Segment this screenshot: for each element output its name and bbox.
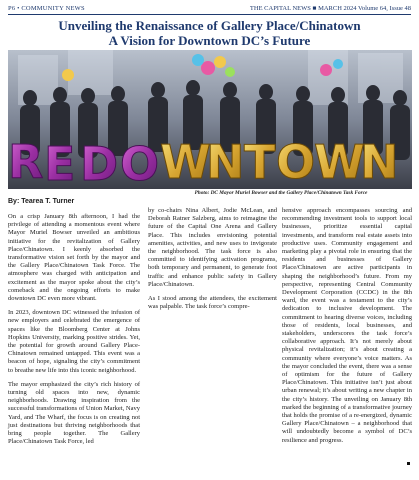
paragraph: by co-chairs Nina Albert, Jodie McLean, and Deborah Ratner Salzberg, aims to reimagine the future of the Capital One Arena and Gallery Place. This includes envisioning potential amenities, activities, and new uses to invigorate the neighborhood. The task force is also committed to identifying activation programs, both temporary and permanent, to generate foot traffic and enhance public safety in Gallery Place/Chinatown. <box>148 207 277 288</box>
issue-info: THE CAPITAL NEWS ■ MARCH 2024 Volume 64, Issue 48 <box>249 4 411 12</box>
balloon-letter: T <box>244 135 276 189</box>
balloon-letter: O <box>276 135 316 189</box>
paragraph: In 2023, downtown DC witnessed the infusion of new employers and celebrated the emergence of spaces like the Bloomberg Center at Johns Hopkins University, marking positive strides. Yet, the potential for growth around Gallery Place-Chinatown remained untapped. This event was a beacon of hope, signaling the city’s commitment to breathe new life into this iconic neighborhood. <box>8 309 140 374</box>
balloon-letter: O <box>120 137 160 189</box>
balloon-letter: R <box>8 135 44 189</box>
section-label: P6 • COMMUNITY NEWS <box>8 4 85 12</box>
page-header <box>8 2 411 14</box>
balloon-letter: W <box>160 135 211 189</box>
headline-line-2: A Vision for Downtown DC’s Future <box>108 33 311 48</box>
article-headline <box>8 18 411 48</box>
balloon-letter: E <box>44 137 76 189</box>
end-mark <box>407 462 410 465</box>
paragraph: hensive approach encompasses sourcing and recommending investment tools to support local businesses, prioritize essential capital investments, and transform real estate assets into productive uses. Community engagement and marketing play a pivotal role in ensuring that the residents and businesses of Gallery Place/Chinatown are active participants in shaping the neighborhood’s future. From my perspective, representing Central Community Development Corporation (CCDC) in the 8th ward, the event was a testament to the city’s dedication to inclusive development. The commitment to hearing diverse voices, including those of residents, local businesses, and stakeholders, underscores the task force’s collaborative approach. It’s not merely about physical revitalization; it’s about creating a community where everyone’s voice matters. As the mayor concluded the event, there was a sense of optimism for the future of Gallery Place/Chinatown. This initiative isn’t just about urban renewal; it’s about writing a new chapter in the city’s history. The unveiling on January 8th marked the beginning of a transformative journey that holds the promise of a re-energized, dynamic Gallery Place/Chinatown – a neighborhood that will undoubtedly become a symbol of DC’s resilience and progress. <box>282 207 412 444</box>
balloon-letter: N <box>360 135 399 189</box>
article-column-3 <box>282 207 412 451</box>
paragraph: The mayor emphasized the city’s rich history of turning old spaces into new, dynamic neighborhoods. Drawing inspiration from the successful transformations of Union Market, Navy Yard, and The Wharf, the focus is on creating not just destinations but thriving neighborhoods that bring people together. The Gallery Place/Chinatown Task Force, led <box>8 380 140 446</box>
photo-caption: Photo: DC Mayor Muriel Bowser and the Gallery Place/Chinatown Task Force <box>194 190 368 196</box>
article-column-1 <box>8 213 140 452</box>
balloon-letter: N <box>206 135 245 189</box>
header-rule <box>8 14 411 15</box>
balloon-letter: W <box>314 135 365 189</box>
event-photo-illustration <box>8 50 412 189</box>
headline-line-1: Unveiling the Renaissance of Gallery Place/Chinatown <box>58 18 361 33</box>
paragraph: On a crisp January 8th afternoon, I had the privilege of attending a momentous event where Mayor Muriel Bowser unveiled an ambitious initiative for the revitalization of Gallery Place/Chinatown. I keenly absorbed the transformative vision set forth by the mayor and the Gallery Place/Chinatown Task Force. The atmosphere was charged with anticipation and excitement as the mayor spoke about the city’s comeback and the ongoing efforts to make downtown DC even more vibrant. <box>8 213 140 303</box>
event-photo <box>8 50 412 189</box>
paragraph: As I stood among the attendees, the excitement was palpable. The task force’s compre- <box>148 295 277 311</box>
balloon-letter: D <box>80 137 119 189</box>
byline: By: Tearea T. Turner <box>8 198 75 205</box>
article-column-2 <box>148 207 277 317</box>
